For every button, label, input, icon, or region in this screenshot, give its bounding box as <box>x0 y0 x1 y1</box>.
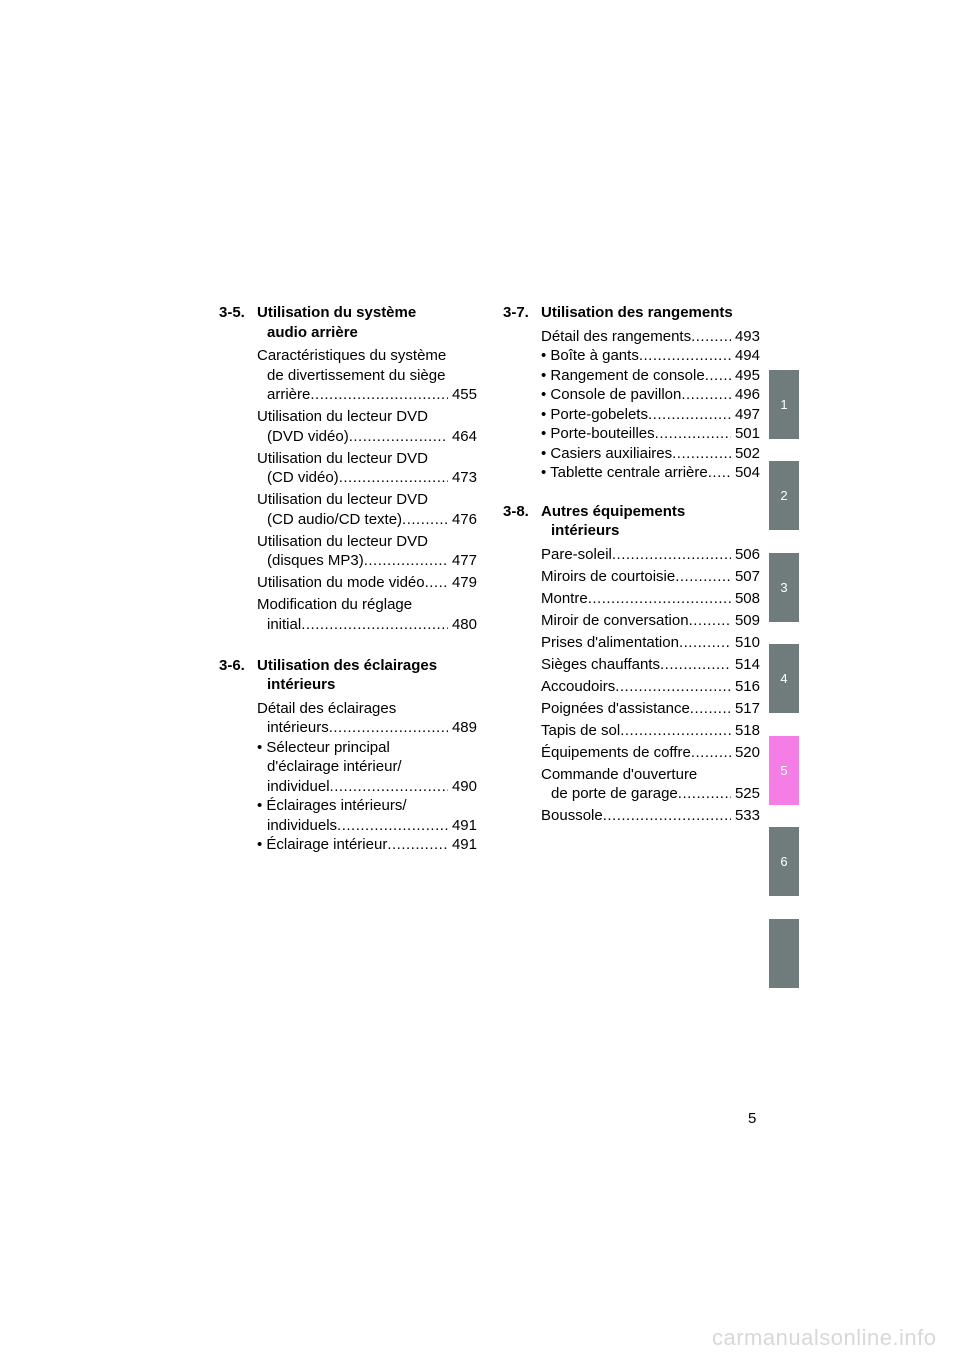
entry-text: (CD vidéo) <box>267 469 339 486</box>
entry-text: • Éclairages intérieurs/ <box>257 797 407 814</box>
chapter-tab-2[interactable] <box>769 461 799 530</box>
toc-entry[interactable] <box>541 655 760 675</box>
chapter-tab-1[interactable] <box>769 370 799 439</box>
section-heading <box>219 656 477 695</box>
entry-text: • Porte-gobelets <box>541 405 648 423</box>
page-ref: 520 <box>734 743 760 761</box>
section-heading <box>503 502 760 541</box>
section-number: 3-5. <box>219 304 245 321</box>
page-ref: 496 <box>734 386 760 403</box>
entry-text: Détail des éclairages <box>257 699 397 717</box>
section-title-cont: intérieurs <box>267 676 336 693</box>
page-ref: 491 <box>451 816 477 834</box>
section-title: Autres équipements <box>541 502 686 520</box>
entry-text: (disques MP3) <box>267 552 364 569</box>
chapter-tab-label: 1 <box>780 397 788 412</box>
page-ref: 510 <box>734 633 760 651</box>
toc-entry[interactable] <box>541 385 760 405</box>
page-ref: 501 <box>734 425 760 442</box>
toc-entry[interactable] <box>541 346 760 366</box>
section-heading <box>219 303 477 342</box>
entry-text: Boussole <box>541 807 603 824</box>
entry-text: individuels <box>267 816 338 834</box>
page-ref: 518 <box>734 721 760 739</box>
chapter-tab-label: 3 <box>780 580 788 595</box>
entry-text: initial <box>267 615 302 633</box>
page-ref: 493 <box>734 327 760 345</box>
page-ref: 497 <box>734 405 760 423</box>
section-number: 3-8. <box>503 502 529 520</box>
toc-entry[interactable] <box>541 327 760 347</box>
page-ref: 480 <box>451 615 477 633</box>
page-ref: 473 <box>451 469 477 486</box>
entry-text: (CD audio/CD texte) <box>267 510 403 528</box>
entry-text: • Console de pavillon <box>541 386 682 403</box>
entry-text: Utilisation du lecteur DVD <box>257 491 428 508</box>
section-number: 3-7. <box>503 304 529 321</box>
page-ref: 464 <box>451 427 477 445</box>
toc-entry[interactable] <box>257 595 477 634</box>
toc-entry[interactable] <box>541 743 760 763</box>
page-ref: 495 <box>734 366 760 384</box>
entry-text: Utilisation du mode vidéo <box>257 574 425 591</box>
toc-entry[interactable] <box>541 567 760 587</box>
section-title-cont: audio arrière <box>267 323 358 341</box>
page-ref: 502 <box>734 444 760 462</box>
chapter-tab-6[interactable] <box>769 827 799 896</box>
page-ref: 517 <box>734 699 760 717</box>
toc-entry[interactable] <box>257 449 477 488</box>
entry-text: arrière <box>267 386 311 403</box>
entry-text: • Éclairage intérieur <box>257 836 388 853</box>
entry-text: Montre <box>541 589 588 607</box>
page-ref: 455 <box>451 386 477 403</box>
entry-text: • Tablette centrale arrière <box>541 464 708 481</box>
toc-entry[interactable] <box>541 444 760 464</box>
entry-text: Équipements de coffre <box>541 743 691 761</box>
entry-text: Sièges chauffants <box>541 655 660 673</box>
toc-entry[interactable] <box>541 765 760 804</box>
section-heading <box>503 303 760 323</box>
section-title: Utilisation du système <box>257 304 417 321</box>
entry-text: Modification du réglage <box>257 596 413 613</box>
entry-text: Détail des rangements <box>541 327 692 345</box>
chapter-tab-label: 4 <box>780 671 788 686</box>
toc-entry[interactable] <box>541 405 760 425</box>
toc-entry[interactable] <box>257 346 477 405</box>
chapter-tab-label: 2 <box>780 488 788 503</box>
toc-entry[interactable] <box>541 366 760 386</box>
chapter-tab-3[interactable] <box>769 553 799 622</box>
toc-entry[interactable] <box>541 589 760 609</box>
page-ref: 490 <box>451 777 477 795</box>
toc-entry[interactable] <box>257 490 477 529</box>
entry-text: • Rangement de console <box>541 366 705 384</box>
toc-entry[interactable] <box>541 633 760 653</box>
toc-entry[interactable] <box>541 463 760 483</box>
page-ref: 479 <box>451 574 477 591</box>
chapter-tab-7[interactable] <box>769 919 799 988</box>
page-ref: 525 <box>734 785 760 802</box>
page-ref: 489 <box>451 719 477 736</box>
entry-text: Utilisation du lecteur DVD <box>257 449 428 467</box>
toc-entry[interactable] <box>257 796 477 835</box>
toc-entry[interactable] <box>257 835 477 855</box>
entry-text: • Casiers auxiliaires <box>541 444 673 462</box>
section-number: 3-6. <box>219 656 245 674</box>
toc-entry[interactable] <box>541 699 760 719</box>
footer-watermark: carmanualsonline.info <box>712 1325 937 1350</box>
toc-entry[interactable] <box>541 545 760 565</box>
toc-entry[interactable] <box>257 407 477 446</box>
entry-text: (DVD vidéo) <box>267 427 349 445</box>
page-ref: 491 <box>451 836 477 853</box>
page-ref: 507 <box>734 567 760 585</box>
chapter-tab-label: 5 <box>780 763 788 778</box>
toc-entry[interactable] <box>257 532 477 571</box>
page-number: 5 <box>748 1110 757 1127</box>
toc-right-column <box>503 303 760 828</box>
toc-entry[interactable] <box>541 721 760 741</box>
entry-text: Utilisation du lecteur DVD <box>257 532 428 550</box>
entry-text: de porte de garage <box>551 785 678 802</box>
page-ref: 504 <box>734 464 760 481</box>
entry-text: intérieurs <box>267 719 329 736</box>
entry-text: Caractéristiques du système <box>257 347 447 364</box>
entry-text: • Boîte à gants <box>541 347 639 364</box>
toc-entry[interactable] <box>257 699 477 738</box>
section-title: Utilisation des rangements <box>541 304 733 321</box>
section-title-cont: intérieurs <box>551 522 620 539</box>
entry-text: Pare-soleil <box>541 545 612 563</box>
page-ref: 476 <box>451 510 477 528</box>
toc-entry[interactable] <box>257 738 477 797</box>
entry-text: Miroirs de courtoisie <box>541 567 676 585</box>
page-ref: 508 <box>734 589 760 607</box>
entry-text: Poignées d'assistance <box>541 699 690 717</box>
page-ref: 516 <box>734 677 760 695</box>
page-ref: 506 <box>734 545 760 563</box>
page-ref: 533 <box>734 807 760 824</box>
entry-text: Accoudoirs <box>541 677 616 695</box>
toc-entry[interactable] <box>541 677 760 697</box>
entry-text: Prises d'alimentation <box>541 633 679 651</box>
entry-text: individuel <box>267 777 330 795</box>
entry-text: Commande d'ouverture <box>541 765 698 783</box>
page-ref: 494 <box>734 347 760 364</box>
toc-entry[interactable] <box>257 573 477 593</box>
chapter-tab-5[interactable] <box>769 736 799 805</box>
entry-text: d'éclairage intérieur/ <box>267 758 402 775</box>
toc-left-column <box>219 303 477 855</box>
toc-entry[interactable] <box>541 806 760 826</box>
page-ref: 509 <box>734 611 760 629</box>
entry-text: Utilisation du lecteur DVD <box>257 408 428 425</box>
entry-text: • Sélecteur principal <box>257 738 390 756</box>
entry-text: Miroir de conversation <box>541 611 689 629</box>
toc-entry[interactable] <box>541 424 760 444</box>
section-title: Utilisation des éclairages <box>257 656 438 674</box>
entry-text: de divertissement du siège <box>267 366 446 384</box>
entry-text: • Porte-bouteilles <box>541 425 655 442</box>
toc-entry[interactable] <box>541 611 760 631</box>
page-ref: 477 <box>451 552 477 569</box>
page-ref: 514 <box>734 655 760 673</box>
chapter-tab-label: 6 <box>780 854 788 869</box>
chapter-tab-4[interactable] <box>769 644 799 713</box>
entry-text: Tapis de sol <box>541 721 621 739</box>
